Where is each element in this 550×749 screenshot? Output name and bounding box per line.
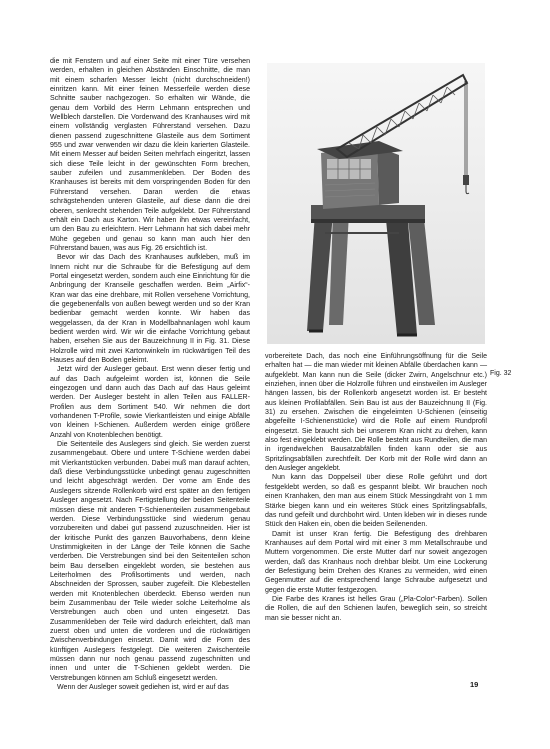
paragraph: Wenn der Ausleger soweit gediehen ist, wird er auf das: [57, 684, 229, 692]
paragraph: Nun kann das Doppelseil über diese Rolle geführt und dort festgeklebt werden, so daß es gespannt bleibt. Wir brauchen noch einen Kranhaken, den man aus einem Stück Messingdraht von 1 mm Stärke biegen kann und ein weiteres Stück eines Spritzlingsabfalls, das rund gefeilt und durchbohrt wird. Unten kleben wir in dieses runde Stück den Haken ein, oben die beiden Seilenenden.: [265, 474, 487, 529]
paragraph: Die Seitenteile des Auslegers sind gleich. Sie werden zuerst zusammengebaut. Obere und untere T-Schiene werden dabei mit Vierkantstücken verbunden. Dabei muß man darauf achten, daß diese Verbindungsstücke unbedingt genau zugeschnitten und leicht abgeschrägt werden. Der vorne am Ende des Auslegers sitzende Rollenkorb wird erst später an den fertigen Ausleger angesetzt. Nach Fertigstellung der beiden Seitenteile müssen diese mit anderen T-Schienenteilen zusammengebaut werden. Diese Verbindungsstücke sind wiederum genau vorzubereiten und dabei gut passend zuzuschneiden. Hier ist der kritische Punkt des ganzen Bauvorhabens, denn kleine Unstimmigkeiten in der Länge der Teile können die Sache verderben. Die Verstrebungen sind bei den Seitenteilen schon beim Bau derselben eingeklebt worden, sie bestehen aus Leiterholmen des Profilsortiments und werden, nach Abschneiden der Sprossen, sauber zugefeilt. Die Klebestellen werden mit Knotenblechen überdeckt. Ebenso werden nun beim Zusammenbau der Teile wieder solche Leiterholme als Verstrebungen auch oben und unten eingesetzt. Das Zusammenkleben der Teile wird dadurch erleichtert, daß man zuerst oben und unten die vorderen und die rückwärtigen Zwischenverbindungen einsetzt. Damit wird die Form des künftigen Auslegers festgelegt. Die weiteren Zwischenteile müssen dann nur noch genau passend zugeschnitten und innen und unter die T-Schienen geklebt werden. Die Verstrebungen können am Schluß eingesetzt werden.: [50, 441, 250, 682]
crane-illustration: [267, 63, 485, 344]
left-text-column: [50, 57, 250, 692]
paragraph: die mit Fenstern und auf einer Seite mit einer Türe versehen werden, erhalten in gleichen Abständen Einschnitte, die man mit einem scharfen Messer leicht (nicht durchschneiden!) einritzen kann. Mit einer feinen Messerfeile werden diese Schnitte sauber nachgezogen. So erhalten wir Wände, die genau dem Vorbild des Herrn Lehmann entsprechen und Wellblech darstellen. Die Vorderwand des Kranhauses wird mit einem vollständig verglasten Führerstand versehen. Dazu dienen passend zugeschnittene Glasteile aus dem Sortiment 955 und zwar verwenden wir dazu die klein karierten Glasteile. Mit einem Messer auf beiden Seiten mehrfach eingeritzt, lassen sich diese Teile leicht in der gewünschten Form brechen, sauber zufeilen und zusammenkleben. Der Boden des Kranhauses ist bereits mit dem vorspringenden Boden für den Führerstand versehen. Daran werden die etwas schrägstehenden unteren Glasteile, auf diese dann die drei oberen, senkrecht stehenden Teile aufgeklebt. Der Führerstand erhält ein Dach aus Karton. Wir haben ihn etwas vereinfacht, um den Bau zu erleichtern. Herr Lehmann hat sich dabei mehr Mühe gegeben und genau so kann man auch hier den Führerstand bauen, was aus Fig. 26 ersichtlich ist.: [50, 58, 250, 252]
figure-caption: Fig. 32: [490, 370, 512, 377]
page-number: 19: [470, 680, 479, 689]
paragraph: Die Farbe des Kranes ist helles Grau („Pla-Color“-Farben). Sollen die Rollen, die auf den Schienen laufen, beweglich sein, so streicht man sie besser nicht an.: [265, 595, 487, 622]
paragraph: vorbereitete Dach, das noch eine Einführungsöffnung für die Seile erhalten hat — die man wieder mit kleinen Abfälle überdachen kann — aufgeklebt. Man kann nun die Seile (dicker Zwirn, Angelschnur etc.) einziehen, innen über die Holzrolle führen und einstweilen im Ausleger hängen lassen, bis der Rollenkorb angesetzt worden ist. Er besteht aus kleinen Profilabfällen. Sein Bau ist aus der Bauzeichnung II (Fig. 31) zu ersehen. Zwischen die eingeleimten U-Schienen (einseitig abgefeilte I-Schienenstücke) wird die Rolle auf einem Rundprofil eingesetzt. Sie braucht sich bei unserem Kran nicht zu drehen, kann also fest eingeklebt werden. Die Rolle besteht aus Rundteilen, die man in irgendwelchen Bausatzabfällen finden kann oder sie aus Spritzlingsabfällen zurechtfeilt. Der Korb mit der Rolle wird dann an den Ausleger angeklebt.: [265, 353, 487, 473]
crane-model-photo: [267, 63, 485, 344]
paragraph: Bevor wir das Dach des Kranhauses aufkleben, muß im Innern nicht nur die Schraube für die Befestigung auf dem Portal eingesetzt werden, sondern auch eine Einrichtung für die Anbringung der Kranseile geschaffen werden. Beim „Airfix“-Kran war das eine drehbare, mit Rollen versehene Vorrichtung, die gegebenenfalls von außen bewegt werden und so der Kran bedienbar gemacht werden konnte. Wir haben das weggelassen, da der Kran in Modellbahnanlagen wohl kaum bedient werden wird. Wir wir die einfache Vorrichtung gebaut haben, ersehen Sie aus der Bauzeichnung II in Fig. 31. Diese Holzrolle wird mit zwei Kartonwinkeln im rückwärtigen Teil des Hauses auf den Boden geleimt.: [50, 254, 250, 364]
paragraph: Jetzt wird der Ausleger gebaut. Erst wenn dieser fertig und auf das Dach aufgeleimt worden ist, können die Seile eingezogen und dann auch das Dach auf das Haus geleimt werden. Der Ausleger besteht in allen Teilen aus FALLER-Profilen aus dem Sortiment 540. Wir nehmen die dort vorhandenen T-Profile, sowie Vierkantleisten und einige Abfälle von kleinen I-Schienen. Außerdem werden einige größere Anzahl von Knotenblechen benötigt.: [50, 366, 250, 439]
paragraph: Damit ist unser Kran fertig. Die Befestigung des drehbaren Kranhauses auf dem Portal wird mit einer 3 mm Metallschraube und Muttern vorgenommen. Die erste Mutter darf nur soweit angezogen werden, daß das Kranhaus noch drehbar bleibt. Um eine Lockerung der Befestigung beim Drehen des Kranes zu vermeiden, wird einen Gegenmutter auf die entsprechend lange Schraube aufgesetzt und gegen die erste Mutter festgezogen.: [265, 530, 487, 594]
right-text-column: [265, 352, 487, 623]
